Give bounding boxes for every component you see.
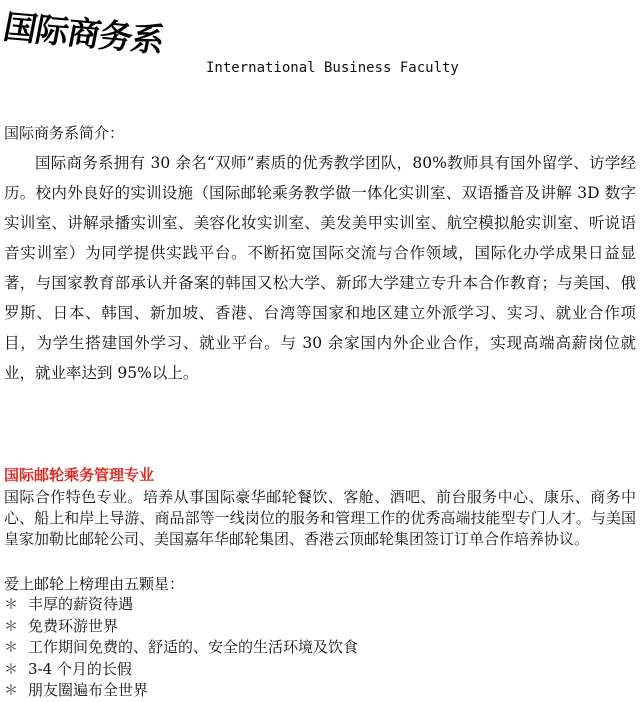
- major-description: 国际合作特色专业。培养从事国际豪华邮轮餐饮、客舱、酒吧、前台服务中心、康乐、商务中心、船上和岸上导游、商品部等一线岗位的服务和管理工作的优秀高端技能型专门人才。与美国皇家加勒比邮轮公司、美国嘉年华邮轮集团、香港云顶邮轮集团签订订单合作培养协议。: [4, 488, 636, 548]
- list-item: [4, 637, 358, 659]
- list-item: [4, 616, 358, 638]
- list-item: [4, 659, 358, 681]
- star-bullet-icon: ＊: [4, 597, 18, 613]
- department-title: 国际商务系: [0, 7, 168, 60]
- department-title-area: [0, 7, 204, 62]
- list-item: [4, 594, 358, 616]
- list-item: [4, 680, 358, 702]
- perk-label: 丰厚的薪资待遇: [28, 595, 134, 613]
- perk-label: 3-4 个月的长假: [28, 659, 132, 678]
- perk-label: 工作期间免费的、舒适的、安全的生活环境及饮食: [28, 638, 359, 656]
- major-title: 国际邮轮乘务管理专业: [4, 466, 155, 484]
- department-subtitle: International Business Faculty: [206, 60, 459, 76]
- intro-heading: 国际商务系简介：: [4, 124, 125, 142]
- star-bullet-icon: ＊: [4, 683, 18, 699]
- perk-label: 免费环游世界: [28, 616, 119, 635]
- intro-paragraph: 国际商务系拥有 30 余名“双师”素质的优秀教学团队，80%教师具有国外留学、访学经历。校内外良好的实训设施（国际邮轮乘务教学做一体化实训室、双语播音及讲解 3D 数字实训室、讲解录播实训室、美容化妆实训室、美发美甲实训室、航空模拟舱实训室、听说语音实训室）为同学提供实践平台。不断拓宽国际交流与合作领域，国际化办学成果日益显著，与国家教育部承认并备案的韩国又松大学、新邱大学建立专升本合作教育；与美国、俄罗斯、日本、韩国、新加坡、香港、台湾等国家和地区建立外派学习、实习、就业合作项目，为学生搭建国外学习、就业平台。与 30 余家国内外企业合作，实现高端高薪岗位就业，就业率达到 95%以上。: [4, 154, 636, 382]
- perk-label: 朋友圈遍布全世界: [28, 681, 149, 699]
- star-bullet-icon: ＊: [4, 618, 18, 635]
- star-bullet-icon: ＊: [4, 640, 18, 656]
- star-bullet-icon: ＊: [4, 661, 18, 678]
- perks-list: [4, 594, 358, 702]
- five-star-reasons-heading: 爱上邮轮上榜理由五颗星：: [4, 575, 185, 593]
